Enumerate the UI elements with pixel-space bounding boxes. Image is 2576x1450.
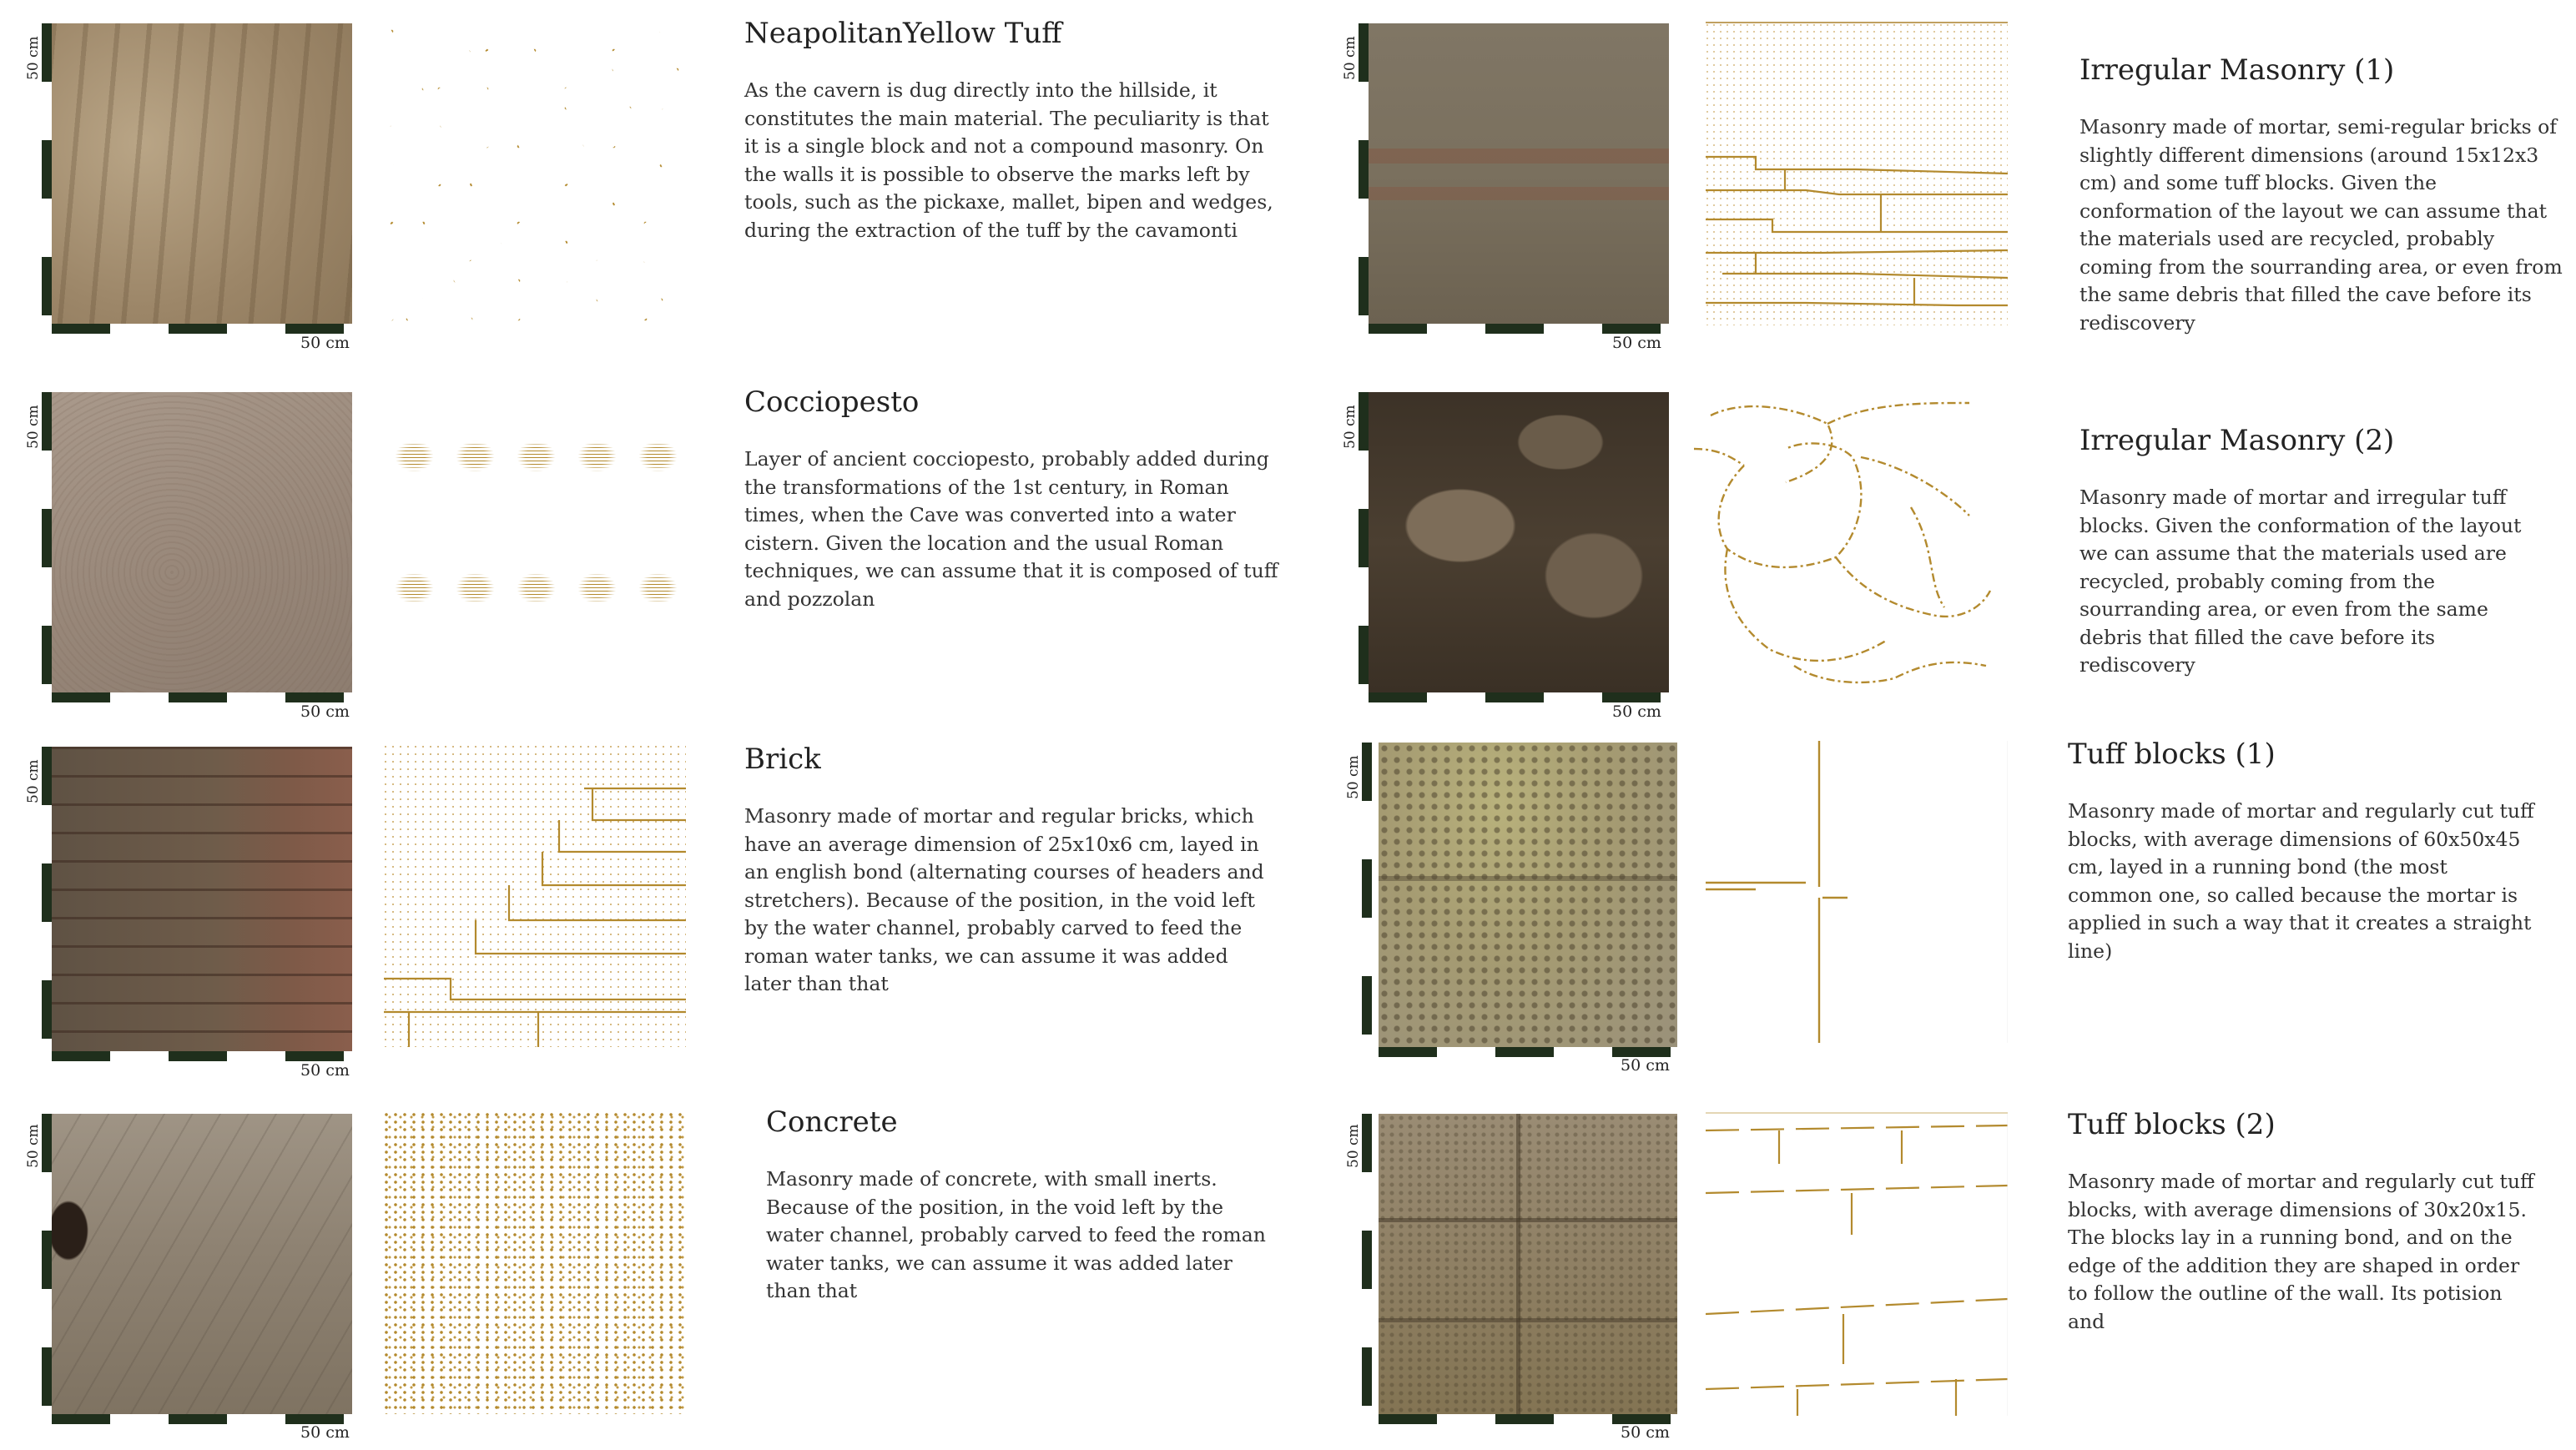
scale-label-vertical: 50 cm [25,1124,42,1168]
pattern-drawing-cocciopesto [384,390,686,692]
scale-label-horizontal: 50 cm [1621,1056,1670,1075]
scale-label-vertical: 50 cm [1342,405,1359,449]
block-joint-lines [1706,741,2008,1043]
pattern-drawing-tuff-blocks-1 [1706,741,2008,1043]
scale-ruler-horizontal [1369,692,1669,702]
texture-photo-irregular-masonry-2 [1369,392,1669,692]
material-title: Irregular Masonry (2) [2079,424,2395,457]
brick-joint-lines [384,745,686,1047]
scale-ruler-vertical [42,392,52,692]
material-title: Concrete [766,1105,898,1139]
material-description: Masonry made of mortar, semi-regular bricks of slightly different dimensions (around 15x12x3 cm) and some tuff blocks. Given the conformation of the layout we can assume that the materials used are recycled, probably coming from the sourranding area, or even from the same debris that filled the cave before its rediscovery [2079,115,2563,335]
pattern-drawing-tuff-blocks-2 [1706,1112,2008,1416]
scale-ruler-horizontal [52,692,352,702]
scale-ruler-vertical [1362,1114,1372,1414]
scale-label-horizontal: 50 cm [1612,334,1661,352]
scale-ruler-horizontal [1369,324,1669,334]
material-description: Masonry made of mortar and regularly cut tuff blocks, with average dimensions of 60x50x45 cm, layed in a running bond (the most common one, so called because the mortar is applied in such a way that it creates a straight line) [2068,799,2534,963]
scale-label-horizontal: 50 cm [1612,702,1661,721]
scale-ruler-vertical [42,23,52,324]
texture-photo-tuff-blocks-1 [1379,743,1677,1047]
scale-ruler-horizontal [52,1051,352,1061]
scale-ruler-vertical [1362,743,1372,1047]
pattern-drawing-irregular-masonry-1 [1706,22,2008,325]
scale-ruler-horizontal [52,324,352,334]
scale-label-vertical: 50 cm [1342,36,1359,80]
texture-photo-yellow-tuff [52,23,352,324]
texture-photo-brick [52,747,352,1051]
material-title: Irregular Masonry (1) [2079,53,2395,87]
texture-photo-irregular-masonry-1 [1369,23,1669,324]
scale-label-vertical: 50 cm [25,36,42,80]
scale-label-horizontal: 50 cm [300,702,350,721]
masonry-joint-lines [1694,390,1996,692]
pattern-drawing-irregular-masonry-2 [1694,390,1996,692]
scale-label-horizontal: 50 cm [300,334,350,352]
scale-label-vertical: 50 cm [1345,755,1362,799]
material-title: Tuff blocks (2) [2068,1108,2276,1141]
block-joint-lines [1706,1114,2008,1416]
texture-photo-cocciopesto [52,392,352,692]
material-description: Masonry made of concrete, with small inerts. Because of the position, in the void left by the water channel, probably carved to feed the roman water tanks, we can assume it was added later than that [766,1167,1266,1302]
scale-label-horizontal: 50 cm [300,1061,350,1080]
material-description: As the cavern is dug directly into the hillside, it constitutes the main material. The peculiarity is that it is a single block and not a compound masonry. On the walls it is possible to observe the marks left by tools, such as the pickaxe, mallet, bipen and wedges, during the extraction of the tuff by the cavamonti [744,78,1273,242]
pattern-drawing-concrete [384,1112,686,1414]
scale-label-horizontal: 50 cm [1621,1423,1670,1442]
material-title: Cocciopesto [744,385,920,419]
scale-label-horizontal: 50 cm [300,1423,350,1442]
texture-photo-tuff-blocks-2 [1379,1114,1677,1414]
material-description: Layer of ancient cocciopesto, probably added during the transformations of the 1st century, in Roman times, when the Cave was converted into a water cistern. Given the location and the usual Roman techniques, we can assume that it is composed of tuff and pozzolan [744,447,1278,611]
material-title: NeapolitanYellow Tuff [744,17,1062,50]
scale-ruler-vertical [42,1114,52,1414]
material-title: Brick [744,743,821,776]
scale-label-vertical: 50 cm [25,759,42,803]
scale-label-vertical: 50 cm [25,405,42,449]
texture-photo-concrete [52,1114,352,1414]
material-title: Tuff blocks (1) [2068,738,2276,771]
scale-label-vertical: 50 cm [1345,1124,1362,1168]
material-description: Masonry made of mortar and regular bricks, which have an average dimension of 25x10x6 cm, layed in an english bond (alternating courses of headers and stretchers). Because of the position, in the void left by the water channel, probably carved to feed the roman water tanks, we can assume it was added later than that [744,804,1264,995]
masonry-joint-lines [1706,23,2008,325]
scale-ruler-vertical [1359,392,1369,692]
scale-ruler-vertical [42,747,52,1051]
scale-ruler-vertical [1359,23,1369,324]
pattern-drawing-brick [384,745,686,1047]
pattern-drawing-yellow-tuff [384,22,686,325]
material-description: Masonry made of mortar and irregular tuff blocks. Given the conformation of the layout we can assume that the materials used are recycled, probably coming from the sourranding area, or even from the same debris that filled the cave before its rediscovery [2079,486,2522,677]
material-description: Masonry made of mortar and regularly cut tuff blocks, with average dimensions of 30x20x15. The blocks lay in a running bond, and on the edge of the addition they are shaped in order to follow the outline of the wall. Its potision and [2068,1170,2534,1333]
